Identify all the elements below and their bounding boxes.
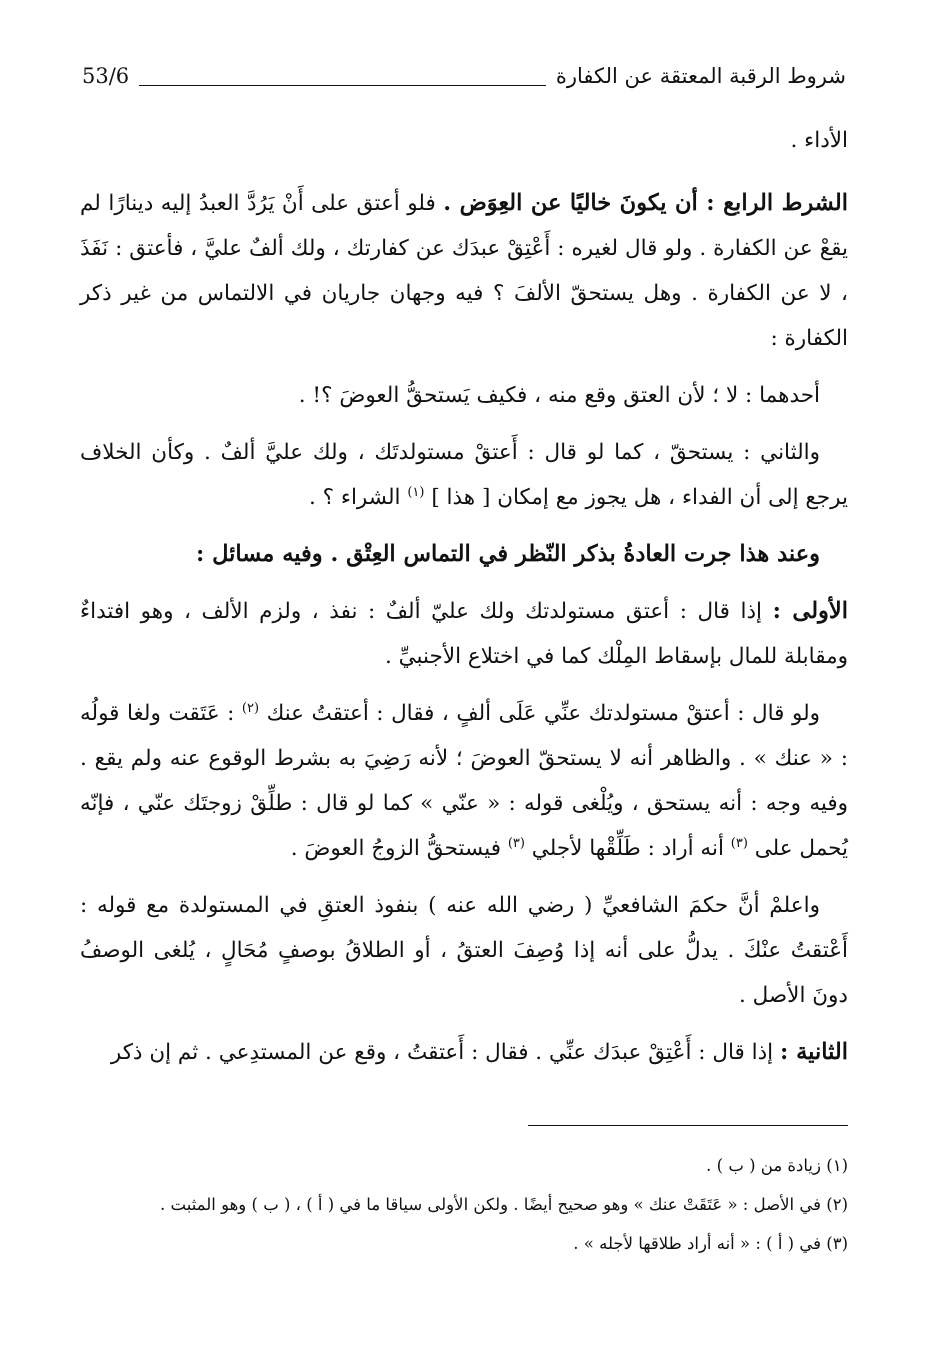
- paragraph-text: واعلمْ أنَّ حكمَ الشافعيِّ ( رضي الله عنه ) بنفوذ العتقِ في المستولدة مع قوله : أَعْتقتُ عنْكَ . يدلُّ على أنه إذا وُصِفَ العتقُ ، أو الطلاقُ بوصفٍ مُحَالٍ ، يُلغى الوصفُ دونَ الأصل .: [80, 893, 848, 1008]
- paragraph-shafii-ruling: [80, 883, 848, 1018]
- paragraph-first-view: [80, 373, 848, 418]
- issue-heading-second: الثانية :: [779, 1039, 848, 1065]
- paragraph-text: أنه أراد : طَلِّقْها لأجلي: [524, 836, 731, 861]
- body-text: [80, 118, 848, 1075]
- paragraph-text: أحدهما : لا ؛ لأن العتق وقع منه ، فكيف يَستحقُّ العوضَ ؟! .: [298, 383, 820, 408]
- header-title: شروط الرقبة المعتقة عن الكفارة: [555, 64, 846, 88]
- footnote-ref-3-open: (٣): [730, 835, 748, 851]
- footnote-ref-3-close: (٣): [507, 835, 525, 851]
- paragraph-text: إذا قال : أَعْتِقْ عبدَك عنِّي . فقال : أَعتقتُ ، وقع عن المستدِعي . ثم إن ذكر: [110, 1040, 780, 1065]
- paragraph-text: : عَتَقت ولغا قولُه : « عنك » . والظاهر أنه لا يستحقّ العوضَ ؛ لأنه رَضِيَ به بشرط الوقوع عنه ولم يقع . وفيه وجه : أنه يستحق ، ويُلْغى قوله : « عنّي » كما لو قال : طلِّقْ زوجتَك عنّي ، فإنّه يُحمل على: [80, 701, 848, 861]
- paragraph-text: ولو قال : أعتقْ مستولدتك عنِّي عَلَى ألفٍ ، فقال : أعتقتُ عنك: [259, 701, 821, 726]
- paragraph-umm-walad: [80, 691, 848, 871]
- paragraph-text: إذا قال : أعتق مستولدتك ولك عليّ ألفٌ : نفذ ، ولزم الألف ، وهو افتداءٌ ومقابلة للمال بإسقاط المِلْك كما في اختلاع الأجنبيِّ .: [80, 599, 848, 669]
- footnote-2: (٢) في الأصل : « عَتَقَتْ عنك » وهو صحيح أيضًا . ولكن الأولى سياقا ما في ( أ ) ، ( ب ) وهو المثبت .: [160, 1195, 848, 1214]
- paragraph-text: الأداء .: [790, 128, 848, 153]
- page-number: 53/6: [82, 64, 130, 88]
- footnote-ref-1: (١): [407, 484, 425, 500]
- paragraph-second-view: [80, 430, 848, 520]
- section-heading-issues: [80, 532, 848, 577]
- footnote-3: (٣) في ( أ ) : « أنه أراد طلاقها لأجله » .: [573, 1234, 848, 1253]
- footnote-1: (١) زيادة من ( ب ) .: [706, 1156, 848, 1175]
- paragraph-second-issue: [80, 1030, 848, 1075]
- running-header: [82, 58, 846, 94]
- footnote-separator: [528, 1125, 848, 1126]
- paragraph-continuation: [80, 118, 848, 163]
- header-rule: [139, 67, 546, 86]
- footnote-ref-2: (٢): [241, 700, 260, 716]
- paragraph-text: فلو أعتق على أَنْ يَرُدَّ العبدُ إليه دينارًا لم يقعْ عن الكفارة . ولو قال لغيره : أَعْتِقْ عبدَك عن كفارتك ، ولك ألفٌ عليَّ ، فأعتق : نَفَذَ ، لا عن الكفارة . وهل يستحقّ الألفَ ؟ فيه وجهان جاريان في الالتماس من غير ذكر الكفارة :: [80, 191, 848, 351]
- condition-heading: الشرط الرابع : أن يكونَ خاليًا عن العِوَض .: [443, 190, 848, 216]
- paragraph-text: فيستحقُّ الزوجُ العوضَ .: [290, 836, 508, 861]
- issue-heading-first: الأولى :: [772, 598, 848, 624]
- paragraph-text: الشراء ؟ .: [308, 485, 408, 510]
- paragraph-first-issue: [80, 589, 848, 679]
- paragraph-text: والثاني : يستحقّ ، كما لو قال : أَعتقْ مستولدتَك ، ولك عليَّ ألفٌ . وكأن الخلاف يرجع إلى أن الفداء ، هل يجوز مع إمكان [ هذا ]: [80, 440, 848, 510]
- footnotes: [80, 1146, 848, 1263]
- section-heading-text: وعند هذا جرت العادةُ بذكر النّظر في التماس العِتْق . وفيه مسائل :: [195, 541, 820, 567]
- paragraph-fourth-condition: [80, 181, 848, 361]
